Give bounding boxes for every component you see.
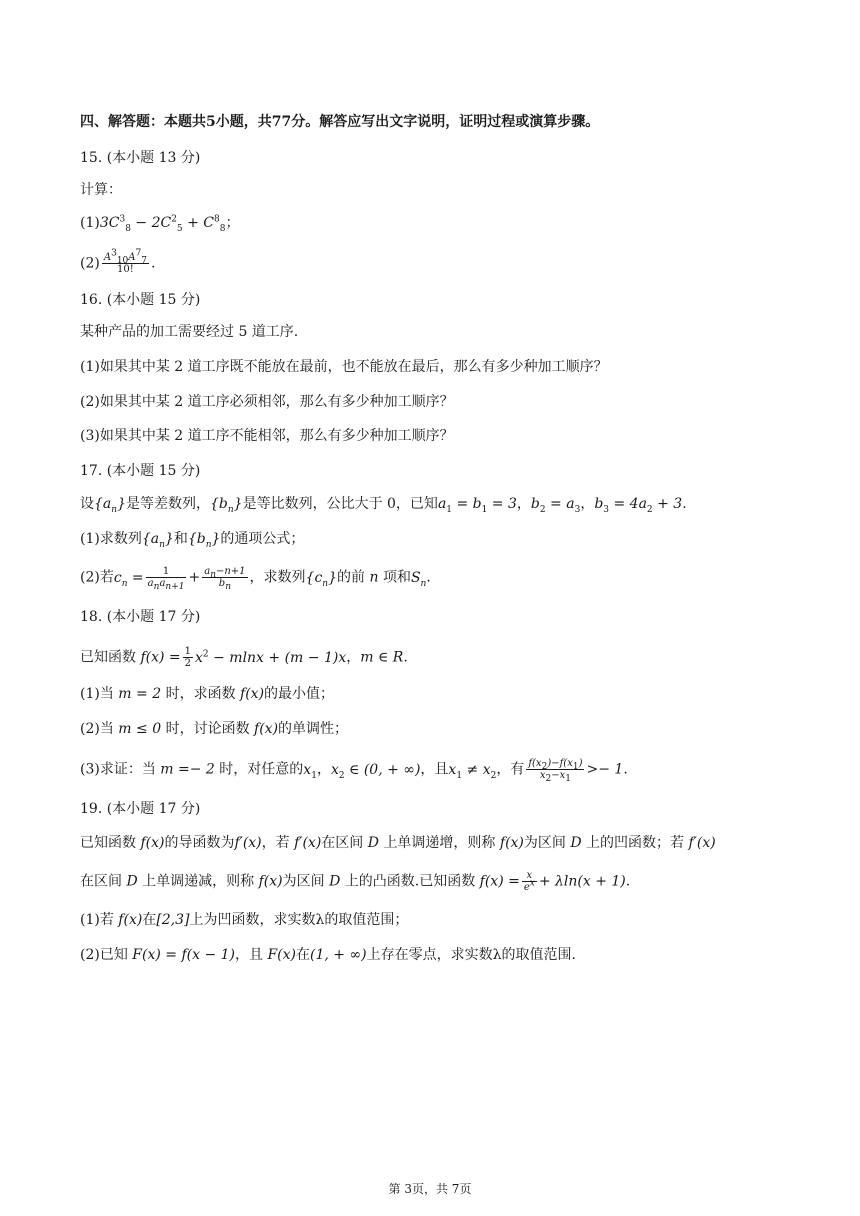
page-footer: 第 3页，共 7页 [388,1182,472,1196]
q18-part2: (2)当 m ≤ 0 时，讨论函数 f(x)的单调性； [80,721,349,737]
q17-intro: 设$\{a_n\}$是等差数列，$\{b_n\}$是等比数列，公比大于 0，已知$a_1 = b_1 = 3$，$b_2 = a_3$，$b_3 = 4a_2 + 3$. [80,496,687,515]
q18-intro: 已知函数 f(x) = $\frac{1}{2}$ $x^2 - mlnx + (m - 1)x$，m ∈ R. [80,646,408,669]
q16-part2: (2)如果其中某 2 道工序必须相邻，那么有多少种加工顺序？ [80,394,454,410]
q15-part2: (2) $\frac{A^3_{10}A^7_7}{10!}$ . [80,248,156,275]
q15-part1: $(1)3C^3_8 - 2C^2_5 + C^8_8$； [80,214,240,234]
section-title: 四、解答题：本题共5小题，共77分。解答应写出文字说明，证明过程或演算步骤。 [80,114,600,130]
q16-intro: 某种产品的加工需要经过 5 道工序. [80,324,299,340]
q15-header: 15. (本小题 13 分) [80,150,201,166]
q15-intro: 计算： [80,182,122,198]
q18-part3: (3)求证：当 m =− 2 时，对任意的$x_1$，$x_2$ ∈ (0, + ∞)，且$x_1 \ne x_2$，有 $\frac{f(x_2)-f(x_1)}{x_2-x_1}$ >− 1. [80,758,628,784]
q16-header: 16. (本小题 15 分) [80,292,201,308]
q17-header: 17. (本小题 15 分) [80,463,201,479]
q16-part3: (3)如果其中某 2 道工序不能相邻，那么有多少种加工顺序？ [80,428,454,444]
q19-line2: 在区间 D 上单调递减，则称 f(x)为区间 D 上的凸函数.已知函数 f(x) = $\frac{x}{e^x}$ + λln(x + 1). [80,870,631,893]
q19-part1: (1)若 f(x)在[2,3]上为凹函数，求实数λ的取值范围； [80,912,409,928]
q16-part1: (1)如果其中某 2 道工序既不能放在最前，也不能放在最后，那么有多少种加工顺序？ [80,359,608,375]
q19-header: 19. (本小题 17 分) [80,801,201,817]
q18-header: 18. (本小题 17 分) [80,609,201,625]
q17-part2: (2)若$c_n$ = $\frac{1}{a_na_{n+1}}$ + $\frac{a_n-n+1}{b_n}$ ，求数列$\{c_n\}$的前 n 项和$S_n$. [80,566,431,592]
q19-part2: (2)已知 F(x) = f(x − 1)，且 F(x)在(1, + ∞)上存在零点，求实数λ的取值范围. [80,947,576,963]
q17-part1: (1)求数列$\{a_n\}$和$\{b_n\}$的通项公式； [80,531,305,550]
q19-line1: 已知函数 f(x)的导函数为f′(x)，若 f′(x)在区间 D 上单调递增，则称 f(x)为区间 D 上的凹函数；若 f′(x) [80,835,716,851]
q18-part1: (1)当 m = 2 时，求函数 f(x)的最小值； [80,686,335,702]
